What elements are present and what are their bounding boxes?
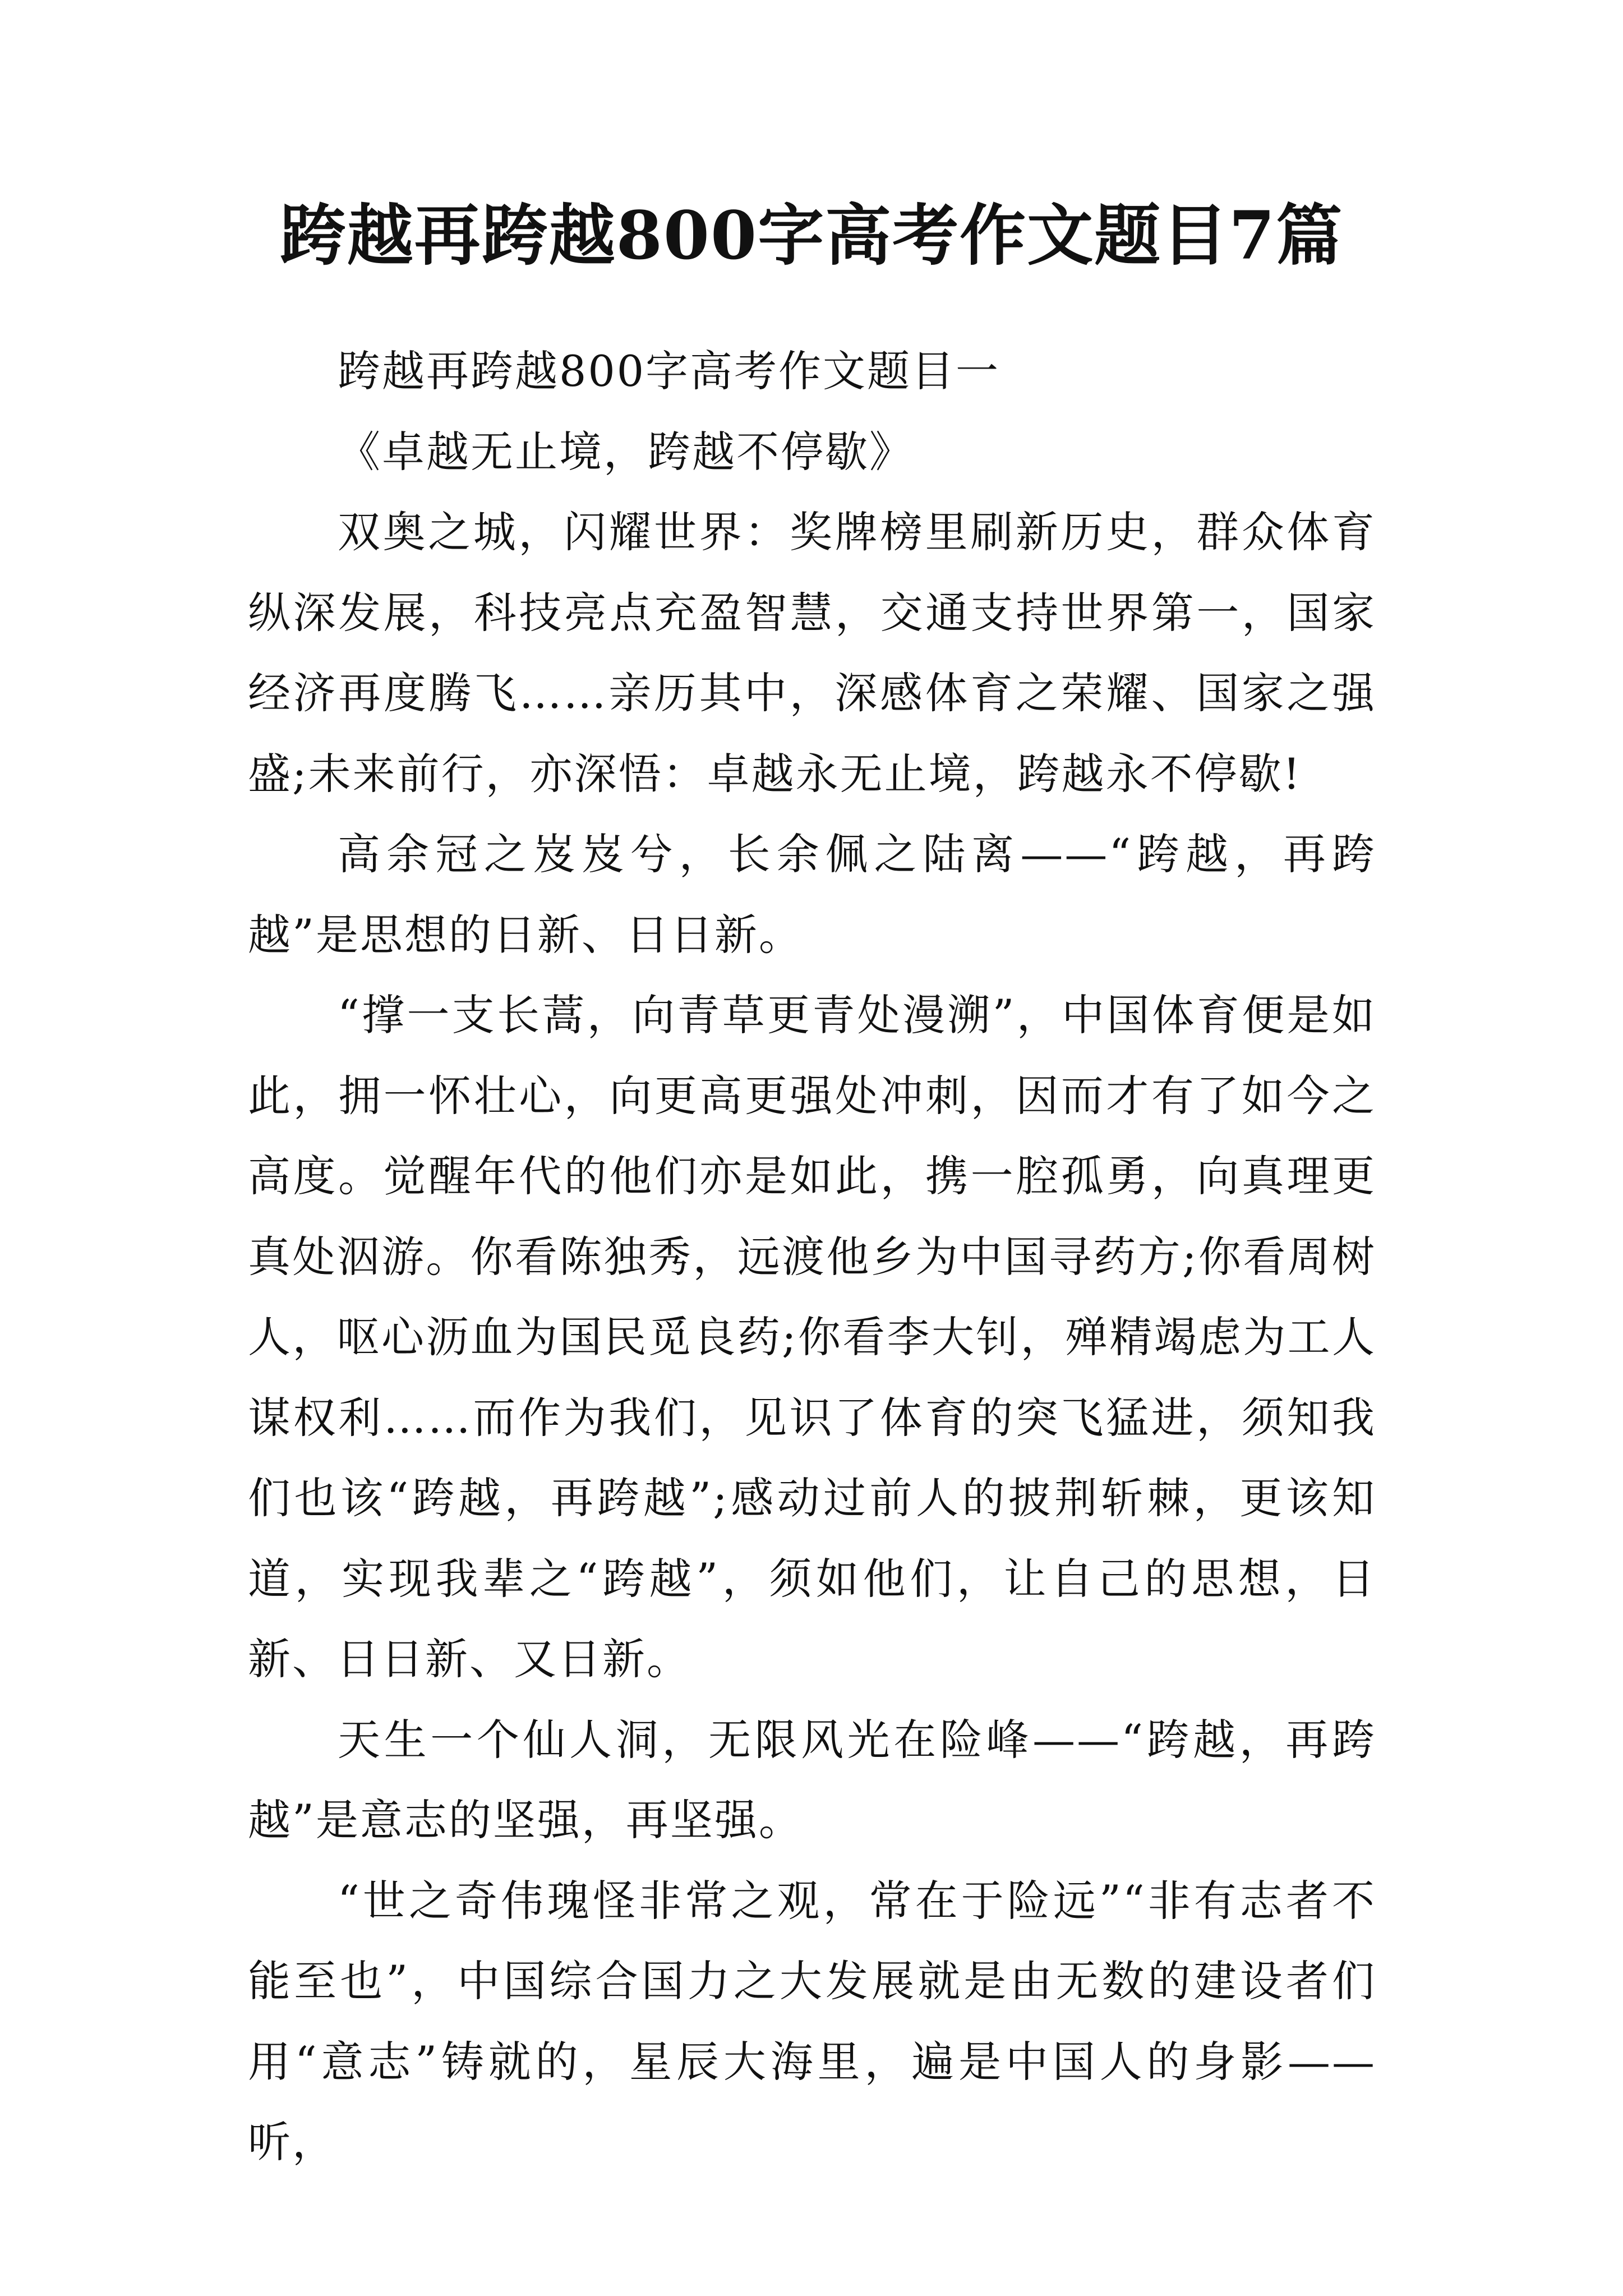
document-title: 跨越再跨越800字高考作文题目7篇	[279, 196, 1344, 274]
essay-title: 《卓越无止境，跨越不停歇》	[338, 426, 914, 477]
section-heading: 跨越再跨越800字高考作文题目一	[338, 346, 1000, 396]
paragraph: 高余冠之岌岌兮，长余佩之陆离——“跨越，再跨越”是思想的日新、日日新。	[248, 829, 1376, 960]
paragraph: 天生一个仙人洞，无限风光在险峰——“跨越，再跨越”是意志的坚强，再坚强。	[248, 1714, 1376, 1845]
paragraph: 双奥之城，闪耀世界：奖牌榜里刷新历史，群众体育纵深发展，科技亮点充盈智慧，交通支持世界第一，国家经济再度腾飞……亲历其中，深感体育之荣耀、国家之强盛;未来前行，亦深悟：卓越永无止境，跨越永不停歇!	[248, 507, 1376, 799]
document-body	[248, 331, 1376, 2183]
paragraph: “撑一支长蒿，向青草更青处漫溯”，中国体育便是如此，拥一怀壮心，向更高更强处冲刺，因而才有了如今之高度。觉醒年代的他们亦是如此，携一腔孤勇，向真理更真处泅游。你看陈独秀，远渡他乡为中国寻药方;你看周树人，呕心沥血为国民觅良药;你看李大钊，殚精竭虑为工人谋权利……而作为我们，见识了体育的突飞猛进，须知我们也该“跨越，再跨越”;感动过前人的披荆斩棘，更该知道，实现我辈之“跨越”，须如他们，让自己的思想，日新、日日新、又日新。	[248, 990, 1376, 1684]
paragraph: “世之奇伟瑰怪非常之观，常在于险远”“非有志者不能至也”，中国综合国力之大发展就是由无数的建设者们用“意志”铸就的，星辰大海里，遍是中国人的身影——听，	[248, 1875, 1376, 2167]
